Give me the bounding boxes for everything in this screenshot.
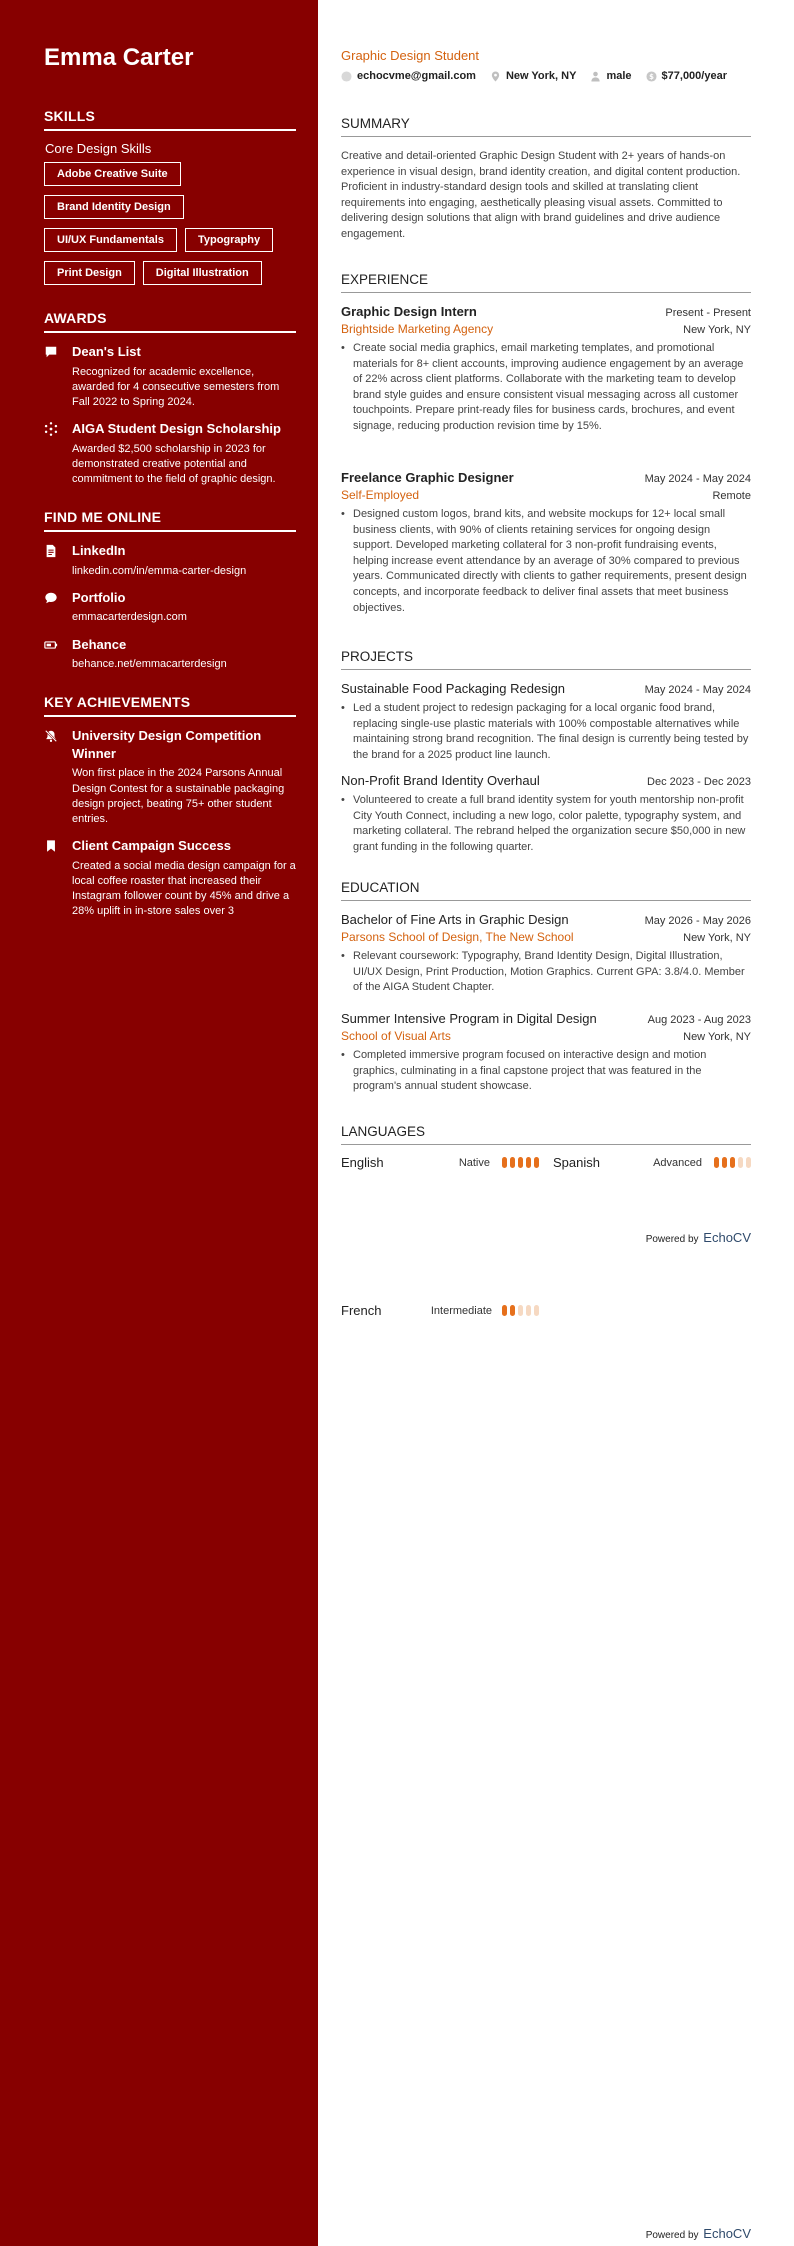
entry-title: Bachelor of Fine Arts in Graphic Design xyxy=(341,912,569,927)
language-item xyxy=(553,1155,751,1170)
language-item xyxy=(341,1303,539,1318)
entry-date: Aug 2023 - Aug 2023 xyxy=(647,1014,751,1026)
achievement-title: Client Campaign Success xyxy=(72,838,231,854)
headline: Graphic Design Student xyxy=(341,48,480,63)
brand-logo[interactable]: EchoCV xyxy=(703,2226,751,2241)
language-rating xyxy=(502,1157,539,1168)
award-item xyxy=(44,420,296,487)
sidebar xyxy=(0,0,318,2246)
brand-logo[interactable]: EchoCV xyxy=(703,1230,751,1245)
award-title: AIGA Student Design Scholarship xyxy=(72,421,281,437)
location-pin-icon xyxy=(490,71,501,82)
online-link[interactable]: behance.net/emmacarterdesign xyxy=(72,658,227,671)
language-rating xyxy=(714,1157,751,1168)
rating-dot-filled xyxy=(510,1305,515,1316)
entry-org: Parsons School of Design, The New School xyxy=(341,930,574,944)
contact-email[interactable] xyxy=(341,70,476,82)
entry-org: Brightside Marketing Agency xyxy=(341,322,494,336)
project-entry xyxy=(341,773,751,855)
rating-dot-filled xyxy=(502,1157,507,1168)
entry-bullet: • Designed custom logos, brand kits, and website mockups for 12+ local small business clients, with 90% of clients retaining services for ongoing design support. Developed marketing collateral for 3 non-profit fundraising events, helping increase event attendance by an average of 30% compared to previous years. Communicated directly with clients to gather requirements, present design concepts, and incorporate feedback to deliver final assets that meet business objectives. xyxy=(341,508,747,614)
entry-title: Non-Profit Brand Identity Overhaul xyxy=(341,773,540,788)
education-heading: EDUCATION xyxy=(341,880,751,901)
summary-text: Creative and detail-oriented Graphic Design Student with 2+ years of hands-on experience in visual design, brand identity creation, and digital content production. Proficient in industry-standard design tools and skilled at translating client requirements into engaging, aesthetically pleasing visual assets. Committed to delivering design solutions that align with brand guidelines and drive audience engagement. xyxy=(341,150,741,241)
entry-title: Graphic Design Intern xyxy=(341,304,477,319)
contact-salary xyxy=(646,70,727,82)
contact-bar xyxy=(341,70,741,82)
experience-heading: EXPERIENCE xyxy=(341,272,751,293)
entry-date: Present - Present xyxy=(665,307,751,319)
skill-category: Core Design Skills xyxy=(45,141,152,156)
languages-heading: LANGUAGES xyxy=(341,1124,751,1145)
entry-location: Remote xyxy=(712,490,751,502)
entry-bullet: • Create social media graphics, email marketing templates, and promotional materials for 8+ client accounts, improving audience engagement by an average of 22% across client platforms. Collaborate with the marketing team to develop brand style guides and ensure consistent visual messaging across all customer touchpoints. Prepare print-ready files for business cards, brochures, and event signage, reducing production revision time by 15%. xyxy=(341,342,744,433)
entry-bullet: • Completed immersive program focused on interactive design and motion graphics, culminating in a final capstone project that was featured in the program's annual student showcase. xyxy=(341,1049,707,1093)
achievements-heading: KEY ACHIEVEMENTS xyxy=(44,694,296,717)
skills-heading: SKILLS xyxy=(44,108,296,131)
award-text: Recognized for academic excellence, awarded for 4 consecutive semesters from Fall 2022 to Spring 2024. xyxy=(72,365,280,408)
skill-chip: Print Design xyxy=(44,261,135,285)
entry-date: Dec 2023 - Dec 2023 xyxy=(647,776,751,788)
rating-dot-filled xyxy=(730,1157,735,1168)
achievement-title: University Design Competition Winner xyxy=(72,728,262,761)
entry-bullet: • Relevant coursework: Typography, Brand Identity Design, Digital Illustration, UI/UX Design, Print Production, Motion Graphics. Current GPA: 3.8/4.0. Member of the AIGA Student Chapter. xyxy=(341,950,745,994)
entry-title: Summer Intensive Program in Digital Design xyxy=(341,1011,597,1026)
email-icon xyxy=(341,71,352,82)
rating-dot-filled xyxy=(502,1305,507,1316)
entry-org: Self-Employed xyxy=(341,488,420,502)
powered-by-footer xyxy=(646,2226,751,2241)
powered-prefix: Powered by xyxy=(645,2230,699,2241)
skill-chip: Typography xyxy=(185,228,273,252)
gender-text: male xyxy=(606,70,632,82)
rating-dot-filled xyxy=(714,1157,719,1168)
rating-dot-empty xyxy=(526,1305,531,1316)
language-name: French xyxy=(341,1303,382,1318)
online-title: Portfolio xyxy=(72,589,126,605)
summary-heading: SUMMARY xyxy=(341,116,751,137)
entry-date: May 2024 - May 2024 xyxy=(644,473,751,485)
speech-bubble-icon xyxy=(44,589,72,626)
dotted-circle-icon xyxy=(44,420,72,487)
rating-dot-filled xyxy=(534,1157,539,1168)
project-entry xyxy=(341,681,751,763)
skill-chip: Digital Illustration xyxy=(143,261,262,285)
rating-dot-filled xyxy=(518,1157,523,1168)
chat-bubble-icon xyxy=(44,343,72,410)
svg-text:$: $ xyxy=(648,72,654,81)
contact-gender xyxy=(590,70,631,82)
online-heading: FIND ME ONLINE xyxy=(44,509,296,532)
language-name: Spanish xyxy=(553,1155,600,1170)
online-item[interactable] xyxy=(44,589,296,626)
location-text: New York, NY xyxy=(505,70,577,82)
entry-location: New York, NY xyxy=(683,1031,751,1043)
contact-location xyxy=(490,70,577,82)
rating-dot-empty xyxy=(746,1157,751,1168)
document-icon xyxy=(44,542,72,579)
online-link[interactable]: emmacarterdesign.com xyxy=(72,611,187,624)
online-link[interactable]: linkedin.com/in/emma-carter-design xyxy=(72,564,247,577)
entry-date: May 2024 - May 2024 xyxy=(644,684,751,696)
achievement-text: Won first place in the 2024 Parsons Annual Design Contest for a sustainable packaging design project, beating 75+ other student entries. xyxy=(72,767,285,825)
entry-location: New York, NY xyxy=(683,324,751,336)
entry-bullet: • Led a student project to redesign packaging for a local organic food brand, replacing single-use plastic materials with 100% compostable alternatives while maintaining strong brand recognition. The final design is currently being tested by the brand for a 2025 product line launch. xyxy=(341,702,749,761)
entry-date: May 2026 - May 2026 xyxy=(644,915,751,927)
entry-title: Freelance Graphic Designer xyxy=(341,470,514,485)
rating-dot-empty xyxy=(534,1305,539,1316)
powered-by-footer xyxy=(646,1230,751,1245)
language-item xyxy=(341,1155,539,1170)
entry-title: Sustainable Food Packaging Redesign xyxy=(341,681,566,696)
entry-org: School of Visual Arts xyxy=(341,1029,451,1043)
experience-entry xyxy=(341,304,751,435)
salary-icon xyxy=(646,71,657,82)
education-entry xyxy=(341,912,751,996)
skill-chip: Adobe Creative Suite xyxy=(44,162,181,186)
rating-dot-filled xyxy=(722,1157,727,1168)
language-level: Intermediate xyxy=(430,1304,492,1317)
online-title: LinkedIn xyxy=(72,543,126,559)
award-title: Dean's List xyxy=(72,344,141,359)
salary-text: $77,000/year xyxy=(661,70,727,82)
rating-dot-filled xyxy=(510,1157,515,1168)
experience-entry xyxy=(341,470,751,616)
skill-chips xyxy=(44,162,296,285)
powered-prefix: Powered by xyxy=(645,1234,699,1245)
education-entry xyxy=(341,1011,751,1095)
achievement-item xyxy=(44,727,296,827)
projects-heading: PROJECTS xyxy=(341,649,751,670)
entry-bullet: • Volunteered to create a full brand identity system for youth mentorship non-profit City Youth Connect, including a new logo, color palette, typography system, and marketing collateral. The rebrand helped the organization secure $50,000 in new grant funding in the following quarter. xyxy=(341,794,746,853)
skill-chip: Brand Identity Design xyxy=(44,195,184,219)
language-level: Native xyxy=(458,1156,490,1169)
language-name: English xyxy=(341,1155,384,1170)
online-item[interactable] xyxy=(44,542,296,579)
bell-off-icon xyxy=(44,727,72,827)
candidate-name: Emma Carter xyxy=(44,44,194,71)
rating-dot-filled xyxy=(526,1157,531,1168)
language-rating xyxy=(502,1305,539,1316)
battery-icon xyxy=(44,636,72,673)
online-title: Behance xyxy=(72,636,127,652)
award-text: Awarded $2,500 scholarship in 2023 for demonstrated creative potential and commitment to the field of graphic design. xyxy=(72,442,276,485)
entry-location: New York, NY xyxy=(683,932,751,944)
bookmark-icon xyxy=(44,837,72,919)
language-level: Advanced xyxy=(653,1156,702,1169)
skill-chip: UI/UX Fundamentals xyxy=(44,228,177,252)
email-text[interactable]: echocvme@gmail.com xyxy=(357,70,476,82)
awards-heading: AWARDS xyxy=(44,310,296,333)
online-item[interactable] xyxy=(44,636,296,673)
rating-dot-empty xyxy=(518,1305,523,1316)
rating-dot-empty xyxy=(738,1157,743,1168)
achievement-text: Created a social media design campaign for a local coffee roaster that increased their Instagram follower count by 45% and drive a 28% uplift in in-store sales over 3 xyxy=(72,859,296,918)
person-icon xyxy=(590,71,601,82)
achievement-item xyxy=(44,837,296,919)
award-item xyxy=(44,343,296,410)
